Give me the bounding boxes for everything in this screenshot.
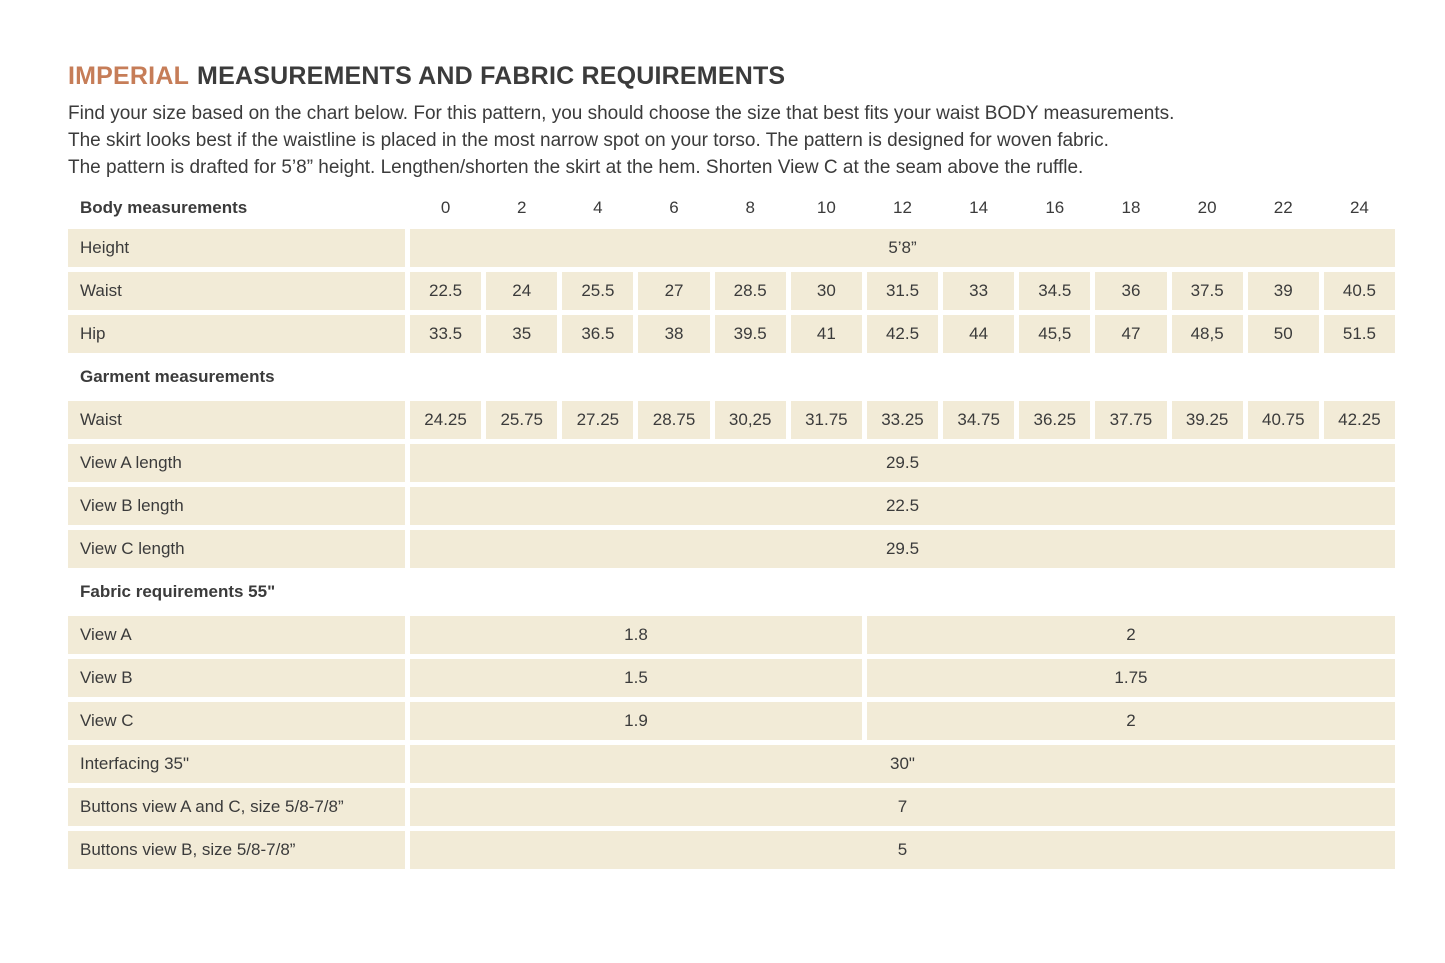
row-label: View C length [68, 530, 405, 568]
size-value-cell: 42.5 [867, 315, 938, 353]
size-value-cell: 31.5 [867, 272, 938, 310]
value-cell: 22.5 [410, 487, 1395, 525]
row-label: View B length [68, 487, 405, 525]
row-label: Hip [68, 315, 405, 353]
row-label: View A [68, 616, 405, 654]
size-header: 6 [638, 191, 709, 224]
size-value-cell: 40.75 [1248, 401, 1319, 439]
size-value-cell: 37.75 [1095, 401, 1166, 439]
value-cell-right: 1.75 [867, 659, 1395, 697]
size-value-cell: 36.5 [562, 315, 633, 353]
size-value-cell: 33.5 [410, 315, 481, 353]
row-label: View A length [68, 444, 405, 482]
size-value-cell: 42.25 [1324, 401, 1395, 439]
size-header: 14 [943, 191, 1014, 224]
value-cell: 29.5 [410, 444, 1395, 482]
size-header: 20 [1172, 191, 1243, 224]
size-value-cell: 22.5 [410, 272, 481, 310]
size-header: 22 [1248, 191, 1319, 224]
value-cell-right: 2 [867, 616, 1395, 654]
row-label: Waist [68, 401, 405, 439]
value-cell-left: 1.5 [410, 659, 862, 697]
value-cell-left: 1.9 [410, 702, 862, 740]
size-header: 0 [410, 191, 481, 224]
size-value-cell: 30,25 [715, 401, 786, 439]
section-label: Fabric requirements 55" [68, 573, 1395, 611]
row-label: Buttons view B, size 5/8-7/8” [68, 831, 405, 869]
size-header: 24 [1324, 191, 1395, 224]
size-value-cell: 24 [486, 272, 557, 310]
intro-line: The skirt looks best if the waistline is placed in the most narrow spot on your torso. The pattern is designed for woven fabric. [68, 130, 1109, 151]
size-value-cell: 25.75 [486, 401, 557, 439]
size-value-cell: 31.75 [791, 401, 862, 439]
value-cell: 29.5 [410, 530, 1395, 568]
size-value-cell: 40.5 [1324, 272, 1395, 310]
size-value-cell: 24.25 [410, 401, 481, 439]
page-title-highlight: IMPERIAL [68, 62, 190, 90]
value-cell: 7 [410, 788, 1395, 826]
row-label: View B [68, 659, 405, 697]
size-value-cell: 35 [486, 315, 557, 353]
value-cell-left: 1.8 [410, 616, 862, 654]
size-value-cell: 30 [791, 272, 862, 310]
size-value-cell: 25.5 [562, 272, 633, 310]
table-corner-label: Body measurements [68, 191, 405, 224]
size-header: 2 [486, 191, 557, 224]
intro-line: The pattern is drafted for 5’8” height. Lengthen/shorten the skirt at the hem. Shorten View C at the seam above the ruffle. [68, 157, 1084, 178]
size-value-cell: 34.75 [943, 401, 1014, 439]
row-label: View C [68, 702, 405, 740]
size-value-cell: 33.25 [867, 401, 938, 439]
size-value-cell: 41 [791, 315, 862, 353]
size-value-cell: 45,5 [1019, 315, 1090, 353]
value-cell-right: 2 [867, 702, 1395, 740]
row-label: Buttons view A and C, size 5/8-7/8” [68, 788, 405, 826]
page-title-rest: MEASUREMENTS AND FABRIC REQUIREMENTS [197, 62, 786, 90]
size-value-cell: 47 [1095, 315, 1166, 353]
size-value-cell: 34.5 [1019, 272, 1090, 310]
size-value-cell: 39.5 [715, 315, 786, 353]
size-header: 18 [1095, 191, 1166, 224]
size-value-cell: 28.75 [638, 401, 709, 439]
size-value-cell: 37.5 [1172, 272, 1243, 310]
size-value-cell: 27 [638, 272, 709, 310]
size-value-cell: 36 [1095, 272, 1166, 310]
size-header: 10 [791, 191, 862, 224]
size-header: 8 [715, 191, 786, 224]
size-value-cell: 39 [1248, 272, 1319, 310]
size-header: 16 [1019, 191, 1090, 224]
size-value-cell: 44 [943, 315, 1014, 353]
row-label: Waist [68, 272, 405, 310]
size-header: 12 [867, 191, 938, 224]
page-title [68, 62, 1395, 91]
size-value-cell: 27.25 [562, 401, 633, 439]
size-value-cell: 51.5 [1324, 315, 1395, 353]
row-label: Interfacing 35" [68, 745, 405, 783]
size-value-cell: 28.5 [715, 272, 786, 310]
section-label: Garment measurements [68, 358, 1395, 396]
size-value-cell: 33 [943, 272, 1014, 310]
value-cell: 30" [410, 745, 1395, 783]
intro-paragraph [68, 100, 1395, 181]
size-table [68, 191, 1395, 869]
size-value-cell: 48,5 [1172, 315, 1243, 353]
size-value-cell: 38 [638, 315, 709, 353]
value-cell: 5’8” [410, 229, 1395, 267]
size-value-cell: 36.25 [1019, 401, 1090, 439]
row-label: Height [68, 229, 405, 267]
size-value-cell: 50 [1248, 315, 1319, 353]
size-header: 4 [562, 191, 633, 224]
intro-line: Find your size based on the chart below. For this pattern, you should choose the size that best fits your waist BODY measurements. [68, 103, 1175, 124]
value-cell: 5 [410, 831, 1395, 869]
size-value-cell: 39.25 [1172, 401, 1243, 439]
